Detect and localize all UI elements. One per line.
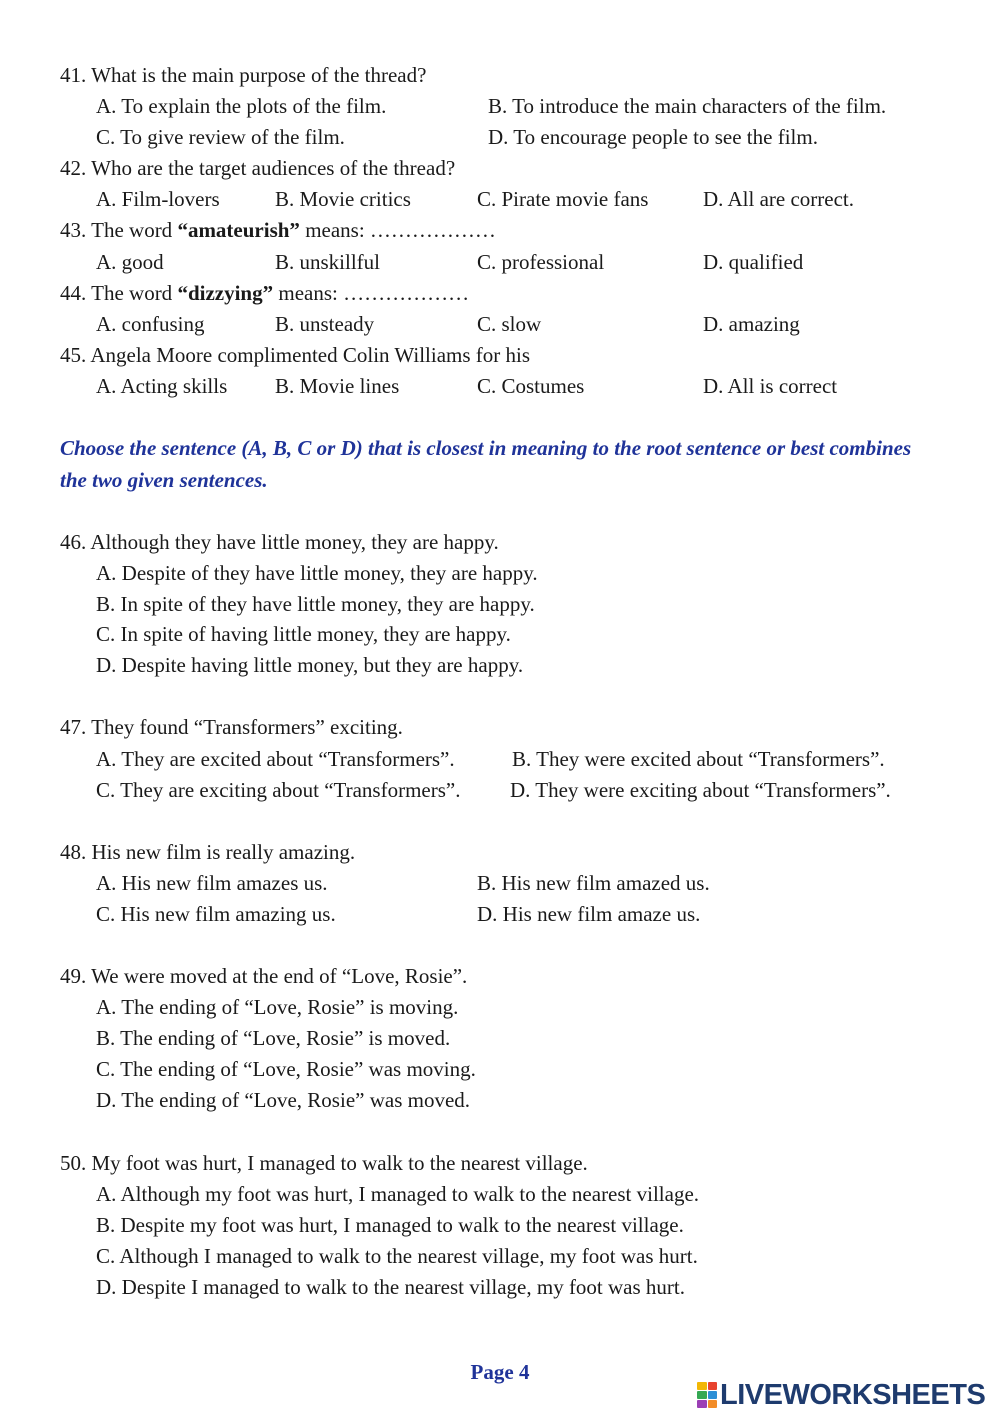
question-stem-prefix: The word: [91, 218, 173, 242]
question-stem: His new film is really amazing.: [91, 840, 356, 864]
question-stem: Who are the target audiences of the thread?: [91, 156, 456, 180]
question-number: 46.: [60, 530, 87, 554]
option-41-d[interactable]: D. To encourage people to see the film.: [488, 125, 818, 149]
section-instruction: Choose the sentence (A, B, C or D) that is closest in meaning to the root sentence or best combines the two given sentences.: [60, 436, 912, 492]
option-45-d[interactable]: D. All is correct: [703, 374, 838, 398]
option-50-a[interactable]: A. Although my foot was hurt, I managed to walk to the nearest village.: [96, 1182, 700, 1206]
option-42-b[interactable]: B. Movie critics: [275, 187, 411, 211]
option-47-c[interactable]: C. They are exciting about “Transformers”.: [96, 778, 461, 802]
option-48-a[interactable]: A. His new film amazes us.: [96, 871, 328, 895]
question-stem-suffix: means: ………………: [305, 218, 496, 242]
question-stem: We were moved at the end of “Love, Rosie”.: [91, 964, 468, 988]
option-47-a[interactable]: A. They are excited about “Transformers”.: [96, 747, 455, 771]
question-stem-prefix: The word: [91, 281, 173, 305]
option-43-a[interactable]: A. good: [96, 250, 164, 274]
option-47-d[interactable]: D. They were exciting about “Transformers”.: [510, 778, 891, 802]
option-48-b[interactable]: B. His new film amazed us.: [477, 871, 710, 895]
option-50-d[interactable]: D. Despite I managed to walk to the nearest village, my foot was hurt.: [96, 1275, 686, 1299]
question-48: [60, 840, 355, 864]
option-45-a[interactable]: A. Acting skills: [96, 374, 228, 398]
liveworksheets-logo-icon: [697, 1382, 717, 1408]
question-number: 48.: [60, 840, 87, 864]
page-number: Page 4: [470, 1360, 530, 1384]
option-43-b[interactable]: B. unskillful: [275, 250, 381, 274]
option-44-a[interactable]: A. confusing: [96, 312, 205, 336]
option-45-c[interactable]: C. Costumes: [477, 374, 585, 398]
liveworksheets-logo-text: LIVEWORKSHEETS: [720, 1378, 986, 1411]
option-45-b[interactable]: B. Movie lines: [275, 374, 400, 398]
option-41-a[interactable]: A. To explain the plots of the film.: [96, 94, 387, 118]
question-number: 41.: [60, 63, 87, 87]
question-stem: They found “Transformers” exciting.: [91, 715, 403, 739]
question-number: 49.: [60, 964, 87, 988]
question-49: [60, 964, 467, 988]
option-49-d[interactable]: D. The ending of “Love, Rosie” was moved.: [96, 1088, 471, 1112]
option-44-d[interactable]: D. amazing: [703, 312, 800, 336]
option-46-d[interactable]: D. Despite having little money, but they are happy.: [96, 653, 524, 677]
option-44-b[interactable]: B. unsteady: [275, 312, 375, 336]
question-number: 47.: [60, 715, 87, 739]
question-50: [60, 1151, 588, 1175]
option-41-c[interactable]: C. To give review of the film.: [96, 125, 345, 149]
option-43-d[interactable]: D. qualified: [703, 250, 804, 274]
option-49-a[interactable]: A. The ending of “Love, Rosie” is moving.: [96, 995, 459, 1019]
question-number: 44.: [60, 281, 87, 305]
question-number: 45.: [60, 343, 87, 367]
option-41-b[interactable]: B. To introduce the main characters of the film.: [488, 94, 887, 118]
question-stem: Although they have little money, they are happy.: [90, 530, 499, 554]
question-number: 42.: [60, 156, 87, 180]
option-46-a[interactable]: A. Despite of they have little money, they are happy.: [96, 561, 538, 585]
question-44: [60, 281, 469, 305]
question-47: [60, 715, 403, 739]
option-49-b[interactable]: B. The ending of “Love, Rosie” is moved.: [96, 1026, 451, 1050]
option-47-b[interactable]: B. They were excited about “Transformers”.: [512, 747, 885, 771]
liveworksheets-logo: [697, 1378, 985, 1412]
question-stem: What is the main purpose of the thread?: [91, 63, 427, 87]
option-46-b[interactable]: B. In spite of they have little money, they are happy.: [96, 592, 535, 616]
option-42-a[interactable]: A. Film-lovers: [96, 187, 220, 211]
question-number: 50.: [60, 1151, 87, 1175]
option-43-c[interactable]: C. professional: [477, 250, 605, 274]
option-50-b[interactable]: B. Despite my foot was hurt, I managed to walk to the nearest village.: [96, 1213, 684, 1237]
option-48-d[interactable]: D. His new film amaze us.: [477, 902, 701, 926]
question-keyword: “amateurish”: [177, 218, 300, 242]
question-keyword: “dizzying”: [177, 281, 274, 305]
question-46: [60, 530, 499, 554]
question-number: 43.: [60, 218, 87, 242]
question-41: [60, 63, 426, 87]
option-42-c[interactable]: C. Pirate movie fans: [477, 187, 649, 211]
option-48-c[interactable]: C. His new film amazing us.: [96, 902, 336, 926]
option-49-c[interactable]: C. The ending of “Love, Rosie” was moving.: [96, 1057, 476, 1081]
option-46-c[interactable]: C. In spite of having little money, they are happy.: [96, 622, 511, 646]
option-50-c[interactable]: C. Although I managed to walk to the nearest village, my foot was hurt.: [96, 1244, 698, 1268]
option-42-d[interactable]: D. All are correct.: [703, 187, 855, 211]
question-stem-suffix: means: ………………: [278, 281, 470, 305]
question-42: [60, 156, 455, 180]
option-44-c[interactable]: C. slow: [477, 312, 542, 336]
question-43: [60, 218, 496, 242]
question-45: [60, 343, 530, 367]
question-stem: My foot was hurt, I managed to walk to the nearest village.: [91, 1151, 588, 1175]
question-stem: Angela Moore complimented Colin Williams for his: [90, 343, 531, 367]
